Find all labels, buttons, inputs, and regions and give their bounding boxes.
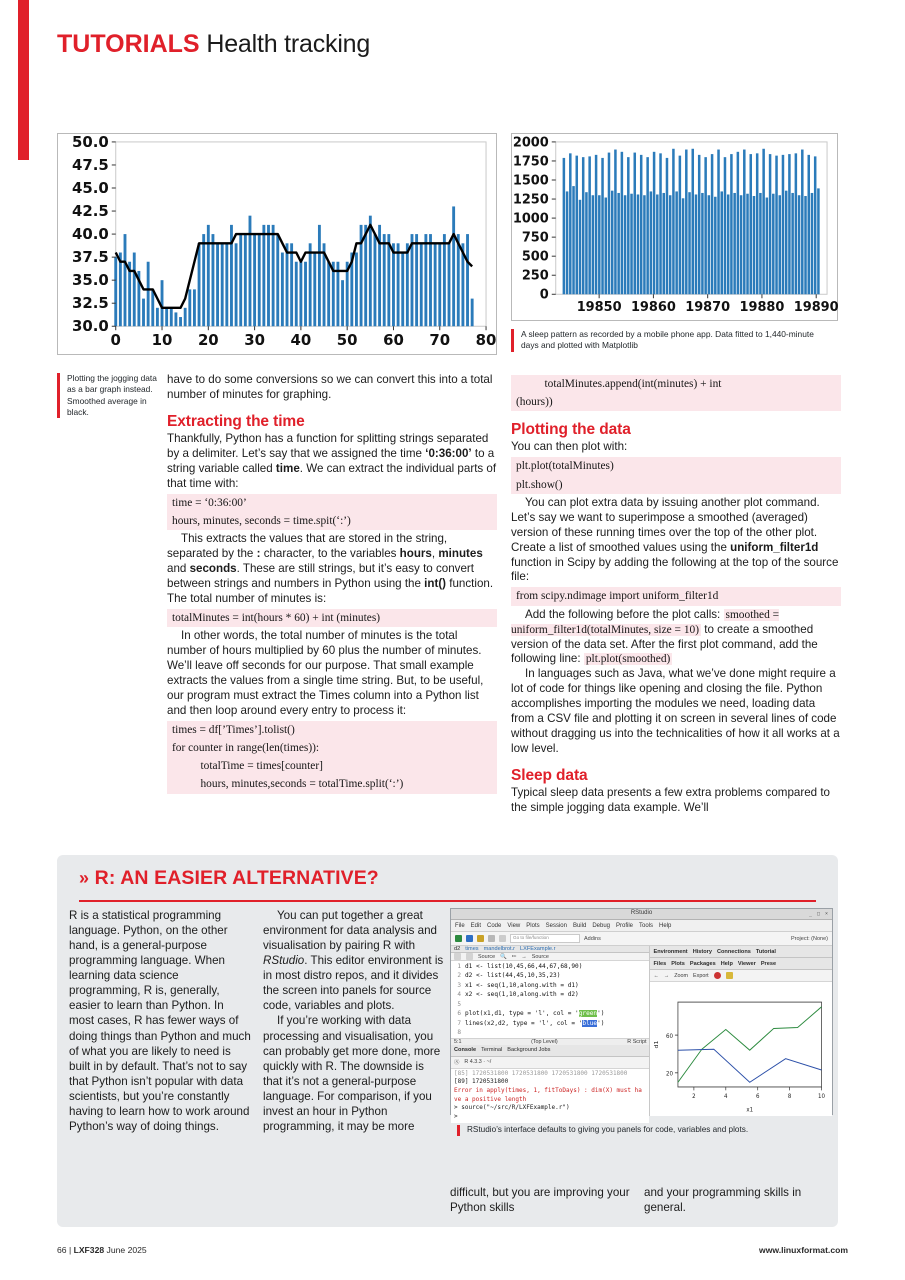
console-line: [89] 1720531800	[454, 1078, 509, 1086]
editor-tab-2[interactable]: mandelbrot.r	[483, 946, 516, 952]
menu-item-edit[interactable]: Edit	[470, 922, 482, 929]
inline-bold-int: int()	[424, 576, 447, 590]
svg-text:19870: 19870	[685, 300, 731, 316]
text-run: to create a smoothed version of the data set. After the first plot command, add the following line:	[511, 622, 818, 666]
svg-text:1500: 1500	[512, 173, 549, 189]
paragraph-in-languages: In languages such as Java, what we’ve done might require a lot of code for things like opening and closing the file. Python accomplishes importing the modules we need, loading data from a CSV file and plotting it on screen in several lines of code without dragging us into the technicalities of how it all works at a low level.	[511, 667, 840, 756]
editor-line[interactable]	[451, 962, 649, 971]
svg-text:50.0: 50.0	[71, 132, 109, 151]
boxout-column-2	[263, 908, 445, 1134]
editor-code-area[interactable]	[451, 961, 649, 1038]
code-line: totalMinutes.append(int(minutes) + int	[511, 375, 841, 393]
rstudio-toolbar[interactable]	[451, 932, 832, 946]
sleep-chart-caption: A sleep pattern as recorded by a mobile phone app. Data fitted to 1,440-minute days and plotted with Matplotlib	[511, 329, 831, 352]
masthead-title: Health tracking	[206, 30, 371, 58]
paragraph-typical-sleep-data: Typical sleep data presents a few extra problems compared to the simple jogging data example. We’ll	[511, 786, 830, 815]
source-dropdown[interactable]: Source	[531, 953, 549, 960]
run-button[interactable]: →	[521, 953, 527, 960]
text-run: . We can extract the individual parts of that time with:	[167, 461, 497, 490]
text-run: function. The total number of minutes is:	[167, 576, 494, 605]
rstudio-left-pane	[451, 946, 650, 1120]
menu-item-session[interactable]: Session	[545, 922, 567, 929]
tab-environment[interactable]: Environment	[653, 948, 688, 955]
rstudio-right-pane	[650, 946, 832, 1116]
heading-sleep-data: Sleep data	[511, 767, 588, 785]
svg-text:19860: 19860	[630, 300, 676, 316]
tab-history[interactable]: History	[692, 948, 712, 955]
plot-output-area	[650, 982, 832, 1116]
svg-text:1750: 1750	[512, 154, 549, 170]
paragraph-extracts-values	[167, 532, 497, 607]
r-logo-icon: Ⓢ	[454, 1060, 460, 1066]
tab-help[interactable]: Help	[720, 960, 733, 967]
page-spine-accent	[18, 0, 29, 160]
tab-packages[interactable]: Packages	[689, 960, 716, 967]
sleep-chart-svg	[512, 134, 837, 320]
text-run: . These are still strings, but it’s easy to convert between strings and numbers in Python using the	[167, 562, 474, 590]
paragraph-splitting-strings	[167, 432, 497, 492]
svg-text:45.0: 45.0	[71, 178, 109, 197]
line-number: 7	[457, 1019, 461, 1027]
issue-date: June 2025	[106, 1245, 147, 1255]
code-line: from scipy.ndimage import uniform_filter1d	[511, 587, 841, 605]
footer-website: www.linuxformat.com	[759, 1245, 848, 1255]
console-tab-background-jobs[interactable]: Background Jobs	[507, 1047, 551, 1053]
source-button[interactable]: Source	[478, 953, 496, 960]
heading-extracting-the-time: Extracting the time	[167, 412, 305, 430]
inline-bold-hours: hours	[399, 547, 432, 561]
console-line: Error in apply(times, 1, fitToDays) : dim(X) must ha	[454, 1086, 642, 1094]
code-block-loop	[167, 721, 497, 794]
tab-tutorial[interactable]: Tutorial	[755, 948, 776, 955]
code-line: hours, minutes, seconds = time.spit(‘:’)	[167, 512, 497, 530]
menu-item-tools[interactable]: Tools	[639, 922, 654, 929]
editor-line[interactable]	[451, 1019, 649, 1028]
editor-line[interactable]	[451, 1000, 649, 1009]
code-block-plot	[511, 457, 841, 493]
text-run: function in Scipy by adding the following at the top of the source file:	[511, 555, 839, 584]
svg-text:250: 250	[521, 268, 549, 284]
svg-text:60: 60	[383, 331, 404, 350]
menu-item-plots[interactable]: Plots	[526, 922, 540, 929]
new-file-icon[interactable]	[466, 935, 473, 942]
jogging-chart-svg	[58, 134, 496, 354]
svg-text:8: 8	[788, 1093, 792, 1101]
svg-text:19890: 19890	[793, 300, 839, 316]
plot-toolbar[interactable]	[650, 970, 832, 982]
environment-tab-strip[interactable]	[650, 946, 832, 958]
console-pane	[451, 1045, 649, 1123]
line-code: d1 <- list(10,45,66,44,67,68,90)	[465, 963, 583, 970]
text-run: This extracts the values that are stored in the string, separated by the	[167, 532, 448, 561]
svg-text:500: 500	[521, 249, 549, 265]
text-run: You can plot extra data by issuing another plot command. Let’s say we want to superimpose a smoothed (averaged) version of these running times over the top of the other plot. Create a list of smoothed values using the	[511, 495, 820, 554]
inline-bold-uniform-filter1d: uniform_filter1d	[730, 540, 819, 554]
console-line: > source("~/src/R/LXFExample.r")	[454, 1104, 570, 1112]
editor-tab-strip[interactable]	[451, 946, 649, 953]
forward-arrow-icon[interactable]: →	[663, 972, 670, 979]
svg-text:1250: 1250	[512, 192, 549, 208]
text-run: ,	[431, 547, 439, 561]
rstudio-window-title: RStudio	[630, 910, 653, 916]
tab-files[interactable]: Files	[653, 960, 667, 967]
back-arrow-icon[interactable]: ←	[653, 972, 659, 979]
addins-menu[interactable]: Addins	[584, 935, 601, 942]
boxout-divider	[79, 900, 816, 902]
menu-item-view[interactable]: View	[507, 922, 521, 929]
svg-text:30.0: 30.0	[71, 317, 109, 336]
tab-plots[interactable]: Plots	[671, 960, 685, 967]
line-code: lines(x2,d2, type = 'l', col = 'blue')	[465, 1019, 605, 1027]
svg-text:750: 750	[521, 230, 549, 246]
clear-plot-icon[interactable]	[714, 972, 721, 979]
console-line: ve a positive length	[454, 1095, 527, 1103]
console-tab-strip[interactable]	[451, 1045, 649, 1057]
menu-item-build[interactable]: Build	[572, 922, 587, 929]
boxout-column-1	[69, 908, 251, 1134]
line-number: 8	[457, 1029, 461, 1037]
boxout-paragraph-r-language: R is a statistical programming language. Python, on the other hand, is a general-purpose programming language. When learning data science programming, R is, generally, easier to learn than Python. In most cases, R has fewer ways of doing things than Python and much of what you are likely to need is built in by default. That’s not to say that Python isn’t popular with data scientists, but you’re constantly having to learn how to work around Python’s way of doing things.	[69, 909, 251, 1133]
cursor-position: 5:1	[454, 1038, 462, 1045]
svg-text:4: 4	[724, 1093, 729, 1101]
rstudio-panes	[451, 946, 832, 1120]
zoom-button[interactable]: Zoom	[674, 972, 689, 979]
page-title	[57, 30, 370, 59]
svg-text:d1: d1	[654, 1040, 661, 1049]
code-line: hours, minutes,seconds = totalTime.split(‘:’)	[167, 775, 497, 793]
svg-text:60: 60	[666, 1033, 674, 1041]
text-run: Thankfully, Python has a function for splitting strings separated by a delimiter. Let’s say that we assigned the time	[167, 431, 489, 460]
line-number: 5	[457, 1000, 461, 1008]
save-icon[interactable]	[488, 935, 495, 942]
line-code: plot(x1,d1, type = 'l', col = 'green')	[465, 1010, 605, 1018]
search-icon[interactable]: 🔍	[500, 953, 507, 960]
forward-arrow-icon[interactable]	[466, 953, 473, 960]
code-block-import	[511, 587, 841, 605]
middle-text-column	[167, 373, 497, 796]
menu-item-help[interactable]: Help	[659, 922, 672, 929]
paragraph-you-can-then-plot: You can then plot with:	[511, 440, 628, 454]
code-line: (hours))	[511, 393, 841, 411]
line-code: d2 <- list(44,45,10,35,23)	[465, 972, 561, 980]
svg-text:42.5: 42.5	[71, 202, 109, 220]
r-plot-svg	[650, 982, 832, 1116]
code-line: times = df[’Times’].tolist()	[167, 721, 497, 739]
console-output[interactable]	[451, 1069, 649, 1123]
text-run: character, to the variables	[260, 547, 400, 561]
editor-line[interactable]	[451, 981, 649, 990]
line-code: x2 <- seq(1,10,along.with = d2)	[465, 991, 579, 999]
issue-number: LXF328	[73, 1245, 105, 1255]
inline-bold-minutes: minutes	[438, 547, 483, 561]
svg-text:20: 20	[666, 1071, 674, 1078]
svg-text:0: 0	[110, 331, 121, 350]
text-run: and	[167, 562, 190, 575]
svg-text:80: 80	[475, 331, 497, 350]
console-tab-console[interactable]: Console	[454, 1047, 477, 1053]
boxout-bottom-column-1: difficult, but you are improving your Python skills	[450, 1186, 630, 1215]
text-run: Add the following before the plot calls:	[525, 607, 724, 621]
code-block-split	[167, 494, 497, 530]
inline-bold-colon: :	[256, 547, 261, 561]
svg-text:40: 40	[290, 331, 312, 350]
inline-italic-rstudio: RStudio	[263, 954, 305, 968]
editor-line[interactable]	[451, 971, 649, 980]
code-line: totalMinutes = int(hours * 60) + int (minutes)	[167, 609, 497, 627]
selected-token: blue	[582, 1019, 598, 1027]
run-icon[interactable]	[455, 935, 462, 942]
editor-subtoolbar[interactable]	[451, 953, 649, 961]
svg-text:x1: x1	[746, 1107, 754, 1114]
goto-file-function-input[interactable]: Go to file/function	[510, 934, 580, 943]
back-arrow-icon[interactable]	[454, 953, 461, 960]
svg-text:50: 50	[336, 331, 358, 350]
svg-text:2: 2	[692, 1093, 697, 1101]
line-number: 1	[457, 963, 461, 970]
file-type-indicator[interactable]: R Script	[627, 1038, 647, 1045]
menu-item-debug[interactable]: Debug	[592, 922, 610, 929]
inline-bold-time: ‘0:36:00’	[425, 446, 472, 460]
footer-page-info: 66 | LXF328 June 2025	[57, 1245, 147, 1255]
masthead-kicker: TUTORIALS	[57, 30, 200, 58]
boxout-paragraph-rstudio	[263, 908, 445, 1013]
code-line: plt.plot(totalMinutes)	[511, 457, 841, 475]
svg-text:40.0: 40.0	[71, 225, 109, 244]
double-chevron-icon: »	[79, 868, 90, 888]
editor-tab-0[interactable]: d2	[454, 946, 461, 952]
rstudio-menubar[interactable]	[451, 920, 832, 932]
inline-code-pltplot: plt.plot(smoothed)	[585, 653, 671, 666]
broom-icon[interactable]	[726, 972, 733, 979]
paragraph-in-other-words: In other words, the total number of minutes is the total number of hours multiplied by 60 plus the number of minutes. We’ll leave off seconds for our purpose. That small example extracts the values from a single time string. But, to be useful, our program must extract the Times column into a Python list and then loop around every entry to process it:	[167, 629, 484, 717]
line-number: 2	[457, 972, 461, 980]
scope-indicator[interactable]: (Top Level)	[531, 1038, 558, 1045]
rstudio-screenshot	[450, 908, 833, 1120]
code-line: time = ‘0:36:00’	[167, 494, 497, 512]
svg-text:19880: 19880	[739, 300, 785, 316]
svg-text:10: 10	[818, 1093, 826, 1101]
menu-item-file[interactable]: File	[455, 922, 465, 929]
svg-text:1000: 1000	[512, 211, 549, 227]
text-run: . This editor environment is in most distro repos, and it divides the screen into panels for source code, variables and plots.	[263, 954, 444, 1013]
line-number: 4	[457, 991, 461, 999]
boxout-title	[79, 867, 379, 890]
editor-line[interactable]	[451, 990, 649, 999]
editor-tab-1[interactable]: times	[465, 946, 479, 952]
inline-bold-seconds: seconds	[189, 562, 237, 575]
rstudio-caption: RStudio’s interface defaults to giving you panels for code, variables and plots.	[457, 1125, 832, 1136]
svg-text:47.5: 47.5	[71, 155, 109, 174]
boxout-paragraph-data-processing: If you’re working with data processing and visualisation, you can probably get more done, more quickly with R. The downside is that it’s not a general-purpose language. For comparison, if you invest an hour in Python programming, it may be more	[263, 1014, 441, 1133]
inline-bold-variable: time	[275, 461, 300, 475]
line-number: 6	[457, 1010, 461, 1018]
heading-plotting-the-data: Plotting the data	[511, 421, 631, 439]
export-button[interactable]: Export	[693, 972, 709, 979]
window-controls[interactable]: _ □ ×	[808, 911, 829, 917]
print-icon[interactable]	[499, 935, 506, 942]
code-line: plt.show()	[511, 476, 841, 494]
sleep-bar-chart	[511, 133, 838, 321]
svg-text:37.5: 37.5	[71, 248, 109, 267]
text-run: to a string variable called	[167, 446, 495, 475]
svg-text:19850: 19850	[576, 300, 622, 316]
r-version-label: R 4.3.3 · ~/	[464, 1059, 492, 1065]
paragraph-add-the-following	[511, 608, 841, 668]
open-folder-icon[interactable]	[477, 935, 484, 942]
text-run: You can put together a great environment for data analysis and visualisation by pairing R with	[263, 909, 438, 953]
console-line: [85] 1720531800 1720531800 1720531800 1720531800	[454, 1069, 628, 1077]
rstudio-titlebar	[451, 909, 832, 920]
svg-text:32.5: 32.5	[71, 294, 109, 313]
editor-line[interactable]	[451, 1009, 649, 1018]
menu-item-code[interactable]: Code	[487, 922, 502, 929]
project-menu[interactable]: Project: (None)	[791, 935, 828, 942]
wand-icon[interactable]: ✏	[511, 953, 517, 960]
line-code: x1 <- seq(1,10,along.with = d1)	[465, 981, 579, 989]
jogging-bar-chart	[57, 133, 497, 355]
code-block-append	[511, 375, 841, 411]
console-line: >	[454, 1112, 458, 1120]
inline-code-smoothed: smoothed = uniform_filter1d(totalMinutes, size = 10)	[511, 608, 780, 636]
boxout-bottom-column-2: and your programming skills in general.	[644, 1186, 802, 1215]
svg-text:30: 30	[244, 331, 265, 350]
page-number: 66	[57, 1245, 67, 1255]
boxout-title-text: R: AN EASIER ALTERNATIVE?	[94, 867, 379, 889]
svg-text:10: 10	[151, 331, 173, 350]
editor-tab-3[interactable]: LXFExample.r	[520, 946, 556, 952]
jogging-chart-caption: Plotting the jogging data as a bar graph instead. Smoothed average in black.	[57, 373, 161, 418]
svg-text:35.0: 35.0	[71, 271, 109, 290]
editor-line[interactable]	[451, 1028, 649, 1037]
line-number: 3	[457, 981, 461, 989]
tab-prese[interactable]: Prese	[760, 960, 777, 967]
svg-text:0: 0	[539, 287, 549, 303]
plots-tab-strip[interactable]	[650, 958, 832, 970]
svg-text:70: 70	[429, 331, 451, 350]
selected-token: green	[578, 1010, 598, 1018]
svg-text:6: 6	[756, 1093, 760, 1101]
svg-text:2000: 2000	[512, 135, 549, 151]
paragraph-continued: have to do some conversions so we can convert this into a total number of minutes for graphing.	[167, 373, 493, 401]
menu-item-profile[interactable]: Profile	[616, 922, 634, 929]
tab-connections[interactable]: Connections	[716, 948, 751, 955]
code-line: for counter in range(len(times)):	[167, 739, 497, 757]
editor-status-bar	[451, 1038, 649, 1045]
console-tab-terminal[interactable]: Terminal	[481, 1047, 503, 1053]
svg-text:20: 20	[197, 331, 219, 350]
console-version-bar	[451, 1057, 649, 1069]
right-text-column	[511, 373, 841, 816]
code-block-totalminutes	[167, 609, 497, 627]
tab-viewer[interactable]: Viewer	[737, 960, 756, 967]
paragraph-extra-data	[511, 496, 841, 586]
code-line: totalTime = times[counter]	[167, 757, 497, 775]
